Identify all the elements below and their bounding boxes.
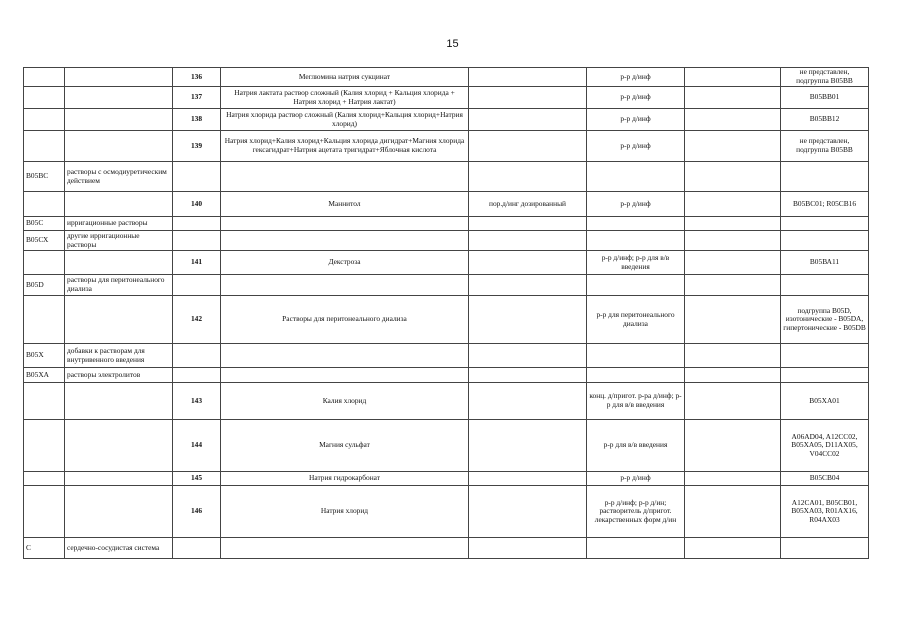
drug-name-cell: Натрия хлорида раствор сложный (Калия хлорид+Кальция хлорид+Натрия хлорид)	[221, 109, 469, 131]
group-name-cell	[65, 486, 173, 538]
related-code-cell: В05ХА01	[781, 383, 869, 420]
table-row	[24, 368, 869, 383]
drug-name-cell	[221, 538, 469, 559]
atc-code-cell	[24, 486, 65, 538]
group-name-cell: добавки к растворам для внутривенного введения	[65, 344, 173, 368]
group-name-cell: другие ирригационные растворы	[65, 231, 173, 251]
table-row	[24, 131, 869, 162]
item-number-cell	[173, 231, 221, 251]
page-number: 15	[446, 38, 459, 50]
table-row	[24, 109, 869, 131]
group-name-cell: сердечно-сосудистая система	[65, 538, 173, 559]
drug-name-cell: Маннитол	[221, 192, 469, 217]
dosage-cell	[469, 383, 587, 420]
form-cell	[587, 217, 685, 231]
drug-name-cell: Натрия лактата раствор сложный (Калия хлорид + Кальция хлорида + Натрия хлорид + Натрия лактат)	[221, 87, 469, 109]
table-row	[24, 192, 869, 217]
item-number-cell: 146	[173, 486, 221, 538]
group-name-cell	[65, 192, 173, 217]
drug-name-cell: Натрия хлорид+Калия хлорид+Кальция хлорида дигидрат+Магния хлорида гексагидрат+Натрия ацетата тригидрат+Яблочная кислота	[221, 131, 469, 162]
drug-name-cell: Растворы для перитонеального диализа	[221, 296, 469, 344]
drug-name-cell	[221, 231, 469, 251]
table-row	[24, 296, 869, 344]
item-number-cell: 145	[173, 472, 221, 486]
note-cell	[685, 217, 781, 231]
drug-name-cell	[221, 344, 469, 368]
form-cell: р-р для перитонеального диализа	[587, 296, 685, 344]
form-cell	[587, 344, 685, 368]
item-number-cell: 138	[173, 109, 221, 131]
group-name-cell	[65, 68, 173, 87]
atc-code-cell	[24, 296, 65, 344]
drug-name-cell	[221, 368, 469, 383]
atc-code-cell	[24, 87, 65, 109]
group-name-cell	[65, 420, 173, 472]
atc-code-cell	[24, 68, 65, 87]
note-cell	[685, 68, 781, 87]
related-code-cell	[781, 538, 869, 559]
item-number-cell: 140	[173, 192, 221, 217]
form-cell	[587, 538, 685, 559]
note-cell	[685, 192, 781, 217]
related-code-cell	[781, 275, 869, 296]
atc-code-cell: В05ВС	[24, 162, 65, 192]
drug-table	[23, 67, 869, 559]
item-number-cell	[173, 162, 221, 192]
drug-name-cell	[221, 162, 469, 192]
note-cell	[685, 231, 781, 251]
related-code-cell: не представлен, подгруппа В05ВВ	[781, 68, 869, 87]
related-code-cell: А06AD04, A12CC02, В05ХА05, D11AX05, V04CC02	[781, 420, 869, 472]
dosage-cell	[469, 472, 587, 486]
dosage-cell	[469, 131, 587, 162]
note-cell	[685, 368, 781, 383]
atc-code-cell	[24, 383, 65, 420]
group-name-cell	[65, 296, 173, 344]
table-row	[24, 87, 869, 109]
related-code-cell	[781, 231, 869, 251]
table-row	[24, 383, 869, 420]
dosage-cell	[469, 344, 587, 368]
table-row	[24, 251, 869, 275]
dosage-cell: пор.д/инг дозированный	[469, 192, 587, 217]
item-number-cell: 137	[173, 87, 221, 109]
atc-code-cell: В05ХА	[24, 368, 65, 383]
note-cell	[685, 420, 781, 472]
note-cell	[685, 486, 781, 538]
drug-name-cell: Декстроза	[221, 251, 469, 275]
item-number-cell	[173, 538, 221, 559]
table-row	[24, 486, 869, 538]
dosage-cell	[469, 87, 587, 109]
form-cell: р-р д/инф; р-р для в/в введения	[587, 251, 685, 275]
form-cell	[587, 275, 685, 296]
note-cell	[685, 383, 781, 420]
dosage-cell	[469, 251, 587, 275]
related-code-cell	[781, 344, 869, 368]
drug-name-cell: Меглюмина натрия сукцинат	[221, 68, 469, 87]
note-cell	[685, 472, 781, 486]
atc-code-cell	[24, 131, 65, 162]
form-cell: р-р д/инф	[587, 131, 685, 162]
item-number-cell	[173, 275, 221, 296]
group-name-cell: ирригационные растворы	[65, 217, 173, 231]
dosage-cell	[469, 538, 587, 559]
atc-code-cell	[24, 420, 65, 472]
item-number-cell: 142	[173, 296, 221, 344]
group-name-cell	[65, 251, 173, 275]
table-row	[24, 472, 869, 486]
dosage-cell	[469, 68, 587, 87]
form-cell: р-р д/инф	[587, 109, 685, 131]
note-cell	[685, 538, 781, 559]
drug-name-cell: Магния сульфат	[221, 420, 469, 472]
form-cell	[587, 231, 685, 251]
form-cell: р-р д/инф	[587, 472, 685, 486]
dosage-cell	[469, 368, 587, 383]
atc-code-cell	[24, 109, 65, 131]
group-name-cell: растворы с осмодиуретическим действием	[65, 162, 173, 192]
drug-name-cell: Натрия гидрокарбонат	[221, 472, 469, 486]
form-cell: р-р д/инф	[587, 68, 685, 87]
item-number-cell	[173, 217, 221, 231]
form-cell: р-р для в/в введения	[587, 420, 685, 472]
item-number-cell: 141	[173, 251, 221, 275]
related-code-cell: В05ВС01; R05CB16	[781, 192, 869, 217]
form-cell: р-р д/инф	[587, 87, 685, 109]
group-name-cell	[65, 472, 173, 486]
related-code-cell: не представлен, подгруппа В05ВВ	[781, 131, 869, 162]
item-number-cell: 143	[173, 383, 221, 420]
atc-code-cell	[24, 472, 65, 486]
related-code-cell	[781, 162, 869, 192]
form-cell	[587, 162, 685, 192]
form-cell: р-р д/инф	[587, 192, 685, 217]
atc-code-cell: В05Х	[24, 344, 65, 368]
table-row	[24, 217, 869, 231]
dosage-cell	[469, 296, 587, 344]
group-name-cell	[65, 383, 173, 420]
note-cell	[685, 275, 781, 296]
atc-code-cell	[24, 251, 65, 275]
table-row	[24, 275, 869, 296]
dosage-cell	[469, 420, 587, 472]
atc-code-cell: С	[24, 538, 65, 559]
atc-code-cell: В05С	[24, 217, 65, 231]
dosage-cell	[469, 275, 587, 296]
related-code-cell: В05ВВ12	[781, 109, 869, 131]
related-code-cell	[781, 217, 869, 231]
item-number-cell: 144	[173, 420, 221, 472]
dosage-cell	[469, 162, 587, 192]
dosage-cell	[469, 231, 587, 251]
group-name-cell: растворы электролитов	[65, 368, 173, 383]
item-number-cell: 136	[173, 68, 221, 87]
group-name-cell	[65, 87, 173, 109]
note-cell	[685, 296, 781, 344]
related-code-cell: В05ВА11	[781, 251, 869, 275]
atc-code-cell	[24, 192, 65, 217]
note-cell	[685, 109, 781, 131]
note-cell	[685, 344, 781, 368]
related-code-cell: В05СВ04	[781, 472, 869, 486]
form-cell: р-р д/инф; р-р д/ин; растворитель д/пригот. лекарственных форм д/ин	[587, 486, 685, 538]
note-cell	[685, 162, 781, 192]
atc-code-cell: В05СХ	[24, 231, 65, 251]
table-row	[24, 68, 869, 87]
table-row	[24, 420, 869, 472]
form-cell: конц. д/пригот. р-ра д/инф; р-р для в/в введения	[587, 383, 685, 420]
table-row	[24, 538, 869, 559]
item-number-cell	[173, 368, 221, 383]
atc-code-cell: В05D	[24, 275, 65, 296]
note-cell	[685, 87, 781, 109]
drug-name-cell	[221, 217, 469, 231]
item-number-cell	[173, 344, 221, 368]
note-cell	[685, 131, 781, 162]
group-name-cell	[65, 131, 173, 162]
related-code-cell: подгруппа В05D, изотонические - В05DA, гипертонические - В05DB	[781, 296, 869, 344]
drug-name-cell	[221, 275, 469, 296]
item-number-cell: 139	[173, 131, 221, 162]
note-cell	[685, 251, 781, 275]
table-row	[24, 162, 869, 192]
drug-name-cell: Калия хлорид	[221, 383, 469, 420]
related-code-cell	[781, 368, 869, 383]
dosage-cell	[469, 217, 587, 231]
drug-name-cell: Натрия хлорид	[221, 486, 469, 538]
table-row	[24, 344, 869, 368]
related-code-cell: В05ВВ01	[781, 87, 869, 109]
related-code-cell: A12CA01, B05CB01, В05ХА03, R01AX16, R04AX03	[781, 486, 869, 538]
dosage-cell	[469, 109, 587, 131]
dosage-cell	[469, 486, 587, 538]
table-row	[24, 231, 869, 251]
group-name-cell	[65, 109, 173, 131]
group-name-cell: растворы для перитонеального диализа	[65, 275, 173, 296]
form-cell	[587, 368, 685, 383]
